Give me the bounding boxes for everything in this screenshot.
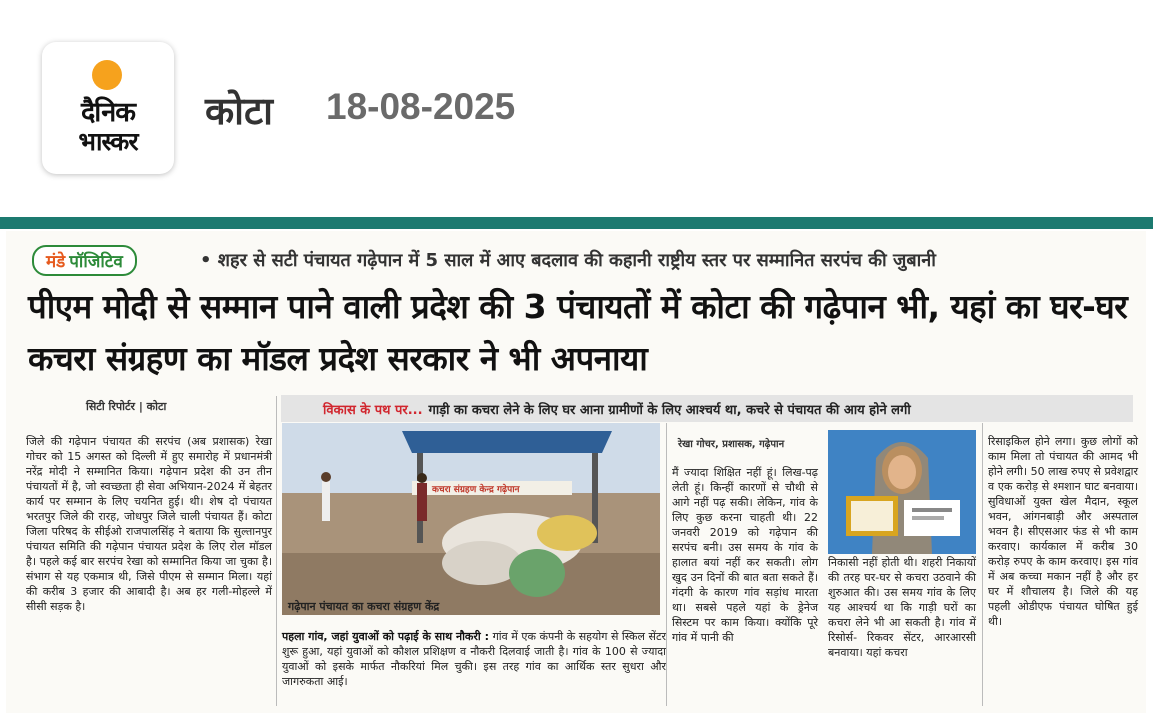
quote-byline: रेखा गोचर, प्रशासक, गढ़ेपान [678,439,785,450]
subheadline: • शहर से सटी पंचायत गढ़ेपान में 5 साल में आए बदलाव की कहानी राष्ट्रीय स्तर पर सम्मानित सरपंच की जुबानी [200,250,936,271]
column-divider [666,423,667,706]
edition-date: 18-08-2025 [326,86,516,127]
bottom-section-text: गांव में एक कंपनी के सहयोग से स्किल सेंटर शुरू हुआ, यहां युवाओं को कौशल प्रशिक्षण व नौकरी दिलवाई जाती है। गांव के 100 से ज्यादा युवाओं को इसके मार्फत नौकरियां मिल चुकी। इस तरह गांव का आर्थिक स्तर सुधरा और जागरुकता आई। [282,630,666,688]
logo-sun-icon [92,60,122,90]
dainik-bhaskar-logo [42,42,174,174]
article-column-5: रिसाइकिल होने लगा। कुछ लोगों को काम मिला तो पंचायत की आमद भी होने लगी। 50 लाख रुपए से प्रवेशद्वार व एक करोड़ से श्मशान घाट बनवाया। सुविधाओं युक्त खेल मैदान, स्कूल भवन, आंगनबाड़ी और अस्पताल भवन है। सीएसआर फंड से भी काम करवाए। कार्यकाल में करीब 30 करोड़ रुपए के काम करवाए। इस गांव में अब कच्चा मकान नहीं है और हर घर में शौचालय है। जिले की यह पहली ओडीएफ पंचायत घोषित हुई थी। [988,435,1138,628]
column-divider [276,396,277,706]
photo-caption: गढ़ेपान पंचायत का कचरा संग्रहण केंद्र [288,600,440,613]
photo-sign-text: कचरा संग्रहण केन्द्र गढ़ेपान [432,485,520,495]
logo-line-1: दैनिक [80,97,136,128]
strap-lead: विकास के पथ पर... [323,402,423,418]
edition-city: कोटा [205,89,274,133]
strap-banner [281,395,1133,422]
article-column-1: जिले की गढ़ेपान पंचायत की सरपंच (अब प्रशासक) रेखा गोचर को 15 अगस्त को दिल्ली में हुए समारोह में प्रधानमंत्री नरेंद्र मोदी ने सम्मानित किया। गढ़ेपान प्रदेश की उन तीन पंचायतों में है, जो स्वच्छता ही सेवा अभियान-2024 में बेहतर कार्य पर सम्मान के लिए चयनित हुई। थी। शेष दो पंचायत भरतपुर जिले की रारह, जोधपुर जिले चाली पंचायत हैं। कोटा जिला परिषद के सीईओ राजपालसिंह ने बताया कि सुल्तानपुर पंचायत समिति की गढ़ेपान पंचायत प्रदेश के लिए रोल मॉडल है। पहले कई बार सरपंच रेखा को सम्मानित किया जा चुका है। संभाग से यह एकमात्र थी, जिसे पीएम से सम्मान मिला। यहां की करीब 3 हजार की आबादी है। अब हर गली-मोहल्ले में सीसी सड़क है। [26,435,272,613]
logo-line-2: भास्कर [78,127,138,156]
article-column-3: मैं ज्यादा शिक्षित नहीं हूं। लिख-पढ़ लेती हूं। किन्हीं कारणों से चौथी से आगे नहीं पढ़ सकी। लेकिन, गांव के लिए कुछ करना चाहती थी। 22 जनवरी 2019 को गढ़ेपान की सरपंच बनी। उस समय के गांव के हालात बयां नहीं कर सकती। लोग खुद उन दिनों की बात बता सकते हैं। गंदगी के कारण गांव सड़ांध मारता था। सबसे पहले यहां के ड्रेनेज सिस्टम पर काम किया। क्योंकि पूरे गांव में पानी की [672,466,818,644]
section-tag-day: मंडे [46,252,66,272]
byline: सिटी रिपोर्टर | कोटा [86,400,167,413]
portrait-illustration [828,430,976,554]
headline: पीएम मोदी से सम्मान पाने वाली प्रदेश की 3 पंचायतों में कोटा की गढ़ेपान भी, यहां का घर-घर कचरा संग्रहण का मॉडल प्रदेश सरकार ने भी अपनाया [28,287,1128,378]
header-divider-band [0,217,1153,229]
article-column-4: निकासी नहीं होती थी। शहरी निकायों की तरह घर-घर से कचरा उठवाने की शुरुआत की। उस समय गांव के लिए यह आश्चर्य था कि गाड़ी घरों का कचरा लेने भी आ सकती है। गांव में रिसोर्स- रिकवर सेंटर, आरआरसी बनवाया। यहां कचरा [828,556,976,659]
article-bottom-section [282,629,666,689]
news-clipping [6,231,1146,713]
section-tag-label: पॉजिटिव [69,252,123,272]
column-divider [982,423,983,706]
photo-illustration [282,423,660,615]
section-tag [32,245,137,276]
bottom-section-lead: पहला गांव, जहां युवाओं को पढ़ाई के साथ नौकरी : [282,630,490,643]
strap-text: गाड़ी का कचरा लेने के लिए घर आना ग्रामीणों के लिए आश्चर्य था, कचरे से पंचायत की आय होने लगी [428,402,911,418]
sarpanch-award-photo [828,430,976,554]
waste-collection-center-photo [282,423,660,615]
